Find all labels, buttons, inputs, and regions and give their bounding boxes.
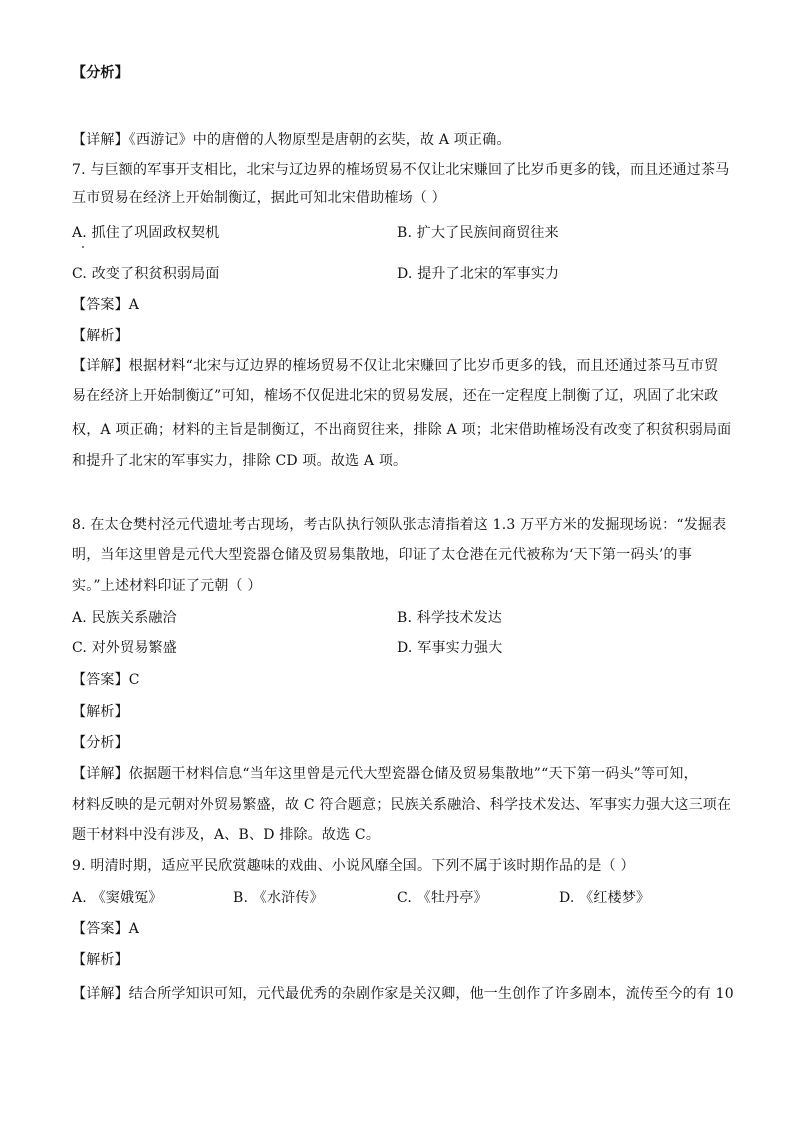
q9-option-d: D. 《红楼梦》 <box>559 890 651 906</box>
q8-option-d: D. 军事实力强大 <box>397 640 503 656</box>
q9-answer: 【答案】A <box>72 921 140 937</box>
q8-option-c: C. 对外贸易繁盛 <box>72 640 177 656</box>
stray-dot-mark <box>82 246 84 248</box>
q9-stem: 9. 明清时期，适应平民欣赏趣味的戏曲、小说风靡全国。下列不属于该时期作品的是（ ） <box>72 858 635 874</box>
q7-stem-line-1: 7. 与巨额的军事开支相比，北宋与辽边界的榷场贸易不仅让北宋赚回了比岁币更多的钱，而且还通过茶马 <box>72 162 730 178</box>
q7-option-b: B. 扩大了民族间商贸往来 <box>397 225 559 241</box>
q7-detail-line-4: 和提升了北宋的军事实力，排除 CD 项。故选 A 项。 <box>72 453 408 469</box>
q9-explanation-label: 【解析】 <box>72 952 129 968</box>
q7-explanation-label: 【解析】 <box>72 328 129 344</box>
q8-stem-line-3: 实。”上述材料印证了元朝（ ） <box>72 578 262 594</box>
q7-detail-line-2: 易在经济上开始制衡辽”可知，榷场不仅促进北宋的贸易发展，还在一定程度上制衡了辽，巩固了北宋政 <box>72 388 719 404</box>
q8-detail-line-2: 材料反映的是元朝对外贸易繁盛，故 C 符合题意；民族关系融洽、科学技术发达、军事实力强大这三项在 <box>72 797 732 813</box>
q8-answer: 【答案】C <box>72 672 140 688</box>
q7-option-d: D. 提升了北宋的军事实力 <box>397 266 560 282</box>
q7-detail-line-1: 【详解】根据材料“北宋与辽边界的榷场贸易不仅让北宋赚回了比岁币更多的钱，而且还通过茶马互市贸 <box>72 358 719 374</box>
q6-analysis-label: 【分析】 <box>72 65 129 81</box>
q8-stem-line-2: 明，当年这里曾是元代大型瓷器仓储及贸易集散地，印证了太仓港在元代被称为‘天下第一码头’的事 <box>72 547 692 563</box>
q9-option-b: B. 《水浒传》 <box>233 890 324 906</box>
q7-option-a: A. 抓住了巩固政权契机 <box>72 225 220 241</box>
q9-option-c: C. 《牡丹亭》 <box>397 890 488 906</box>
q8-detail-line-1: 【详解】依据题干材料信息“当年这里曾是元代大型瓷器仓储及贸易集散地”“天下第一码头”等可知， <box>72 766 698 782</box>
q8-option-a: A. 民族关系融洽 <box>72 610 177 626</box>
q7-detail-line-3: 权，A 项正确；材料的主旨是制衡辽，不出商贸往来，排除 A 项；北宋借助榷场没有改变了积贫积弱局面 <box>72 422 732 438</box>
q9-option-a: A. 《窦娥冤》 <box>72 890 163 906</box>
q7-answer: 【答案】A <box>72 297 140 313</box>
q6-detail: 【详解】《西游记》中的唐僧的人物原型是唐朝的玄奘，故 A 项正确。 <box>72 132 511 148</box>
q8-detail-line-3: 题干材料中没有涉及，A、B、D 排除。故选 C。 <box>72 827 381 843</box>
q7-option-c: C. 改变了积贫积弱局面 <box>72 266 220 282</box>
q8-analysis-label: 【分析】 <box>72 735 129 751</box>
q8-option-b: B. 科学技术发达 <box>397 610 502 626</box>
q8-stem-line-1: 8. 在太仓樊村泾元代遗址考古现场，考古队执行领队张志清指着这 1.3 万平方米的发掘现场说：“发掘表 <box>72 517 727 533</box>
q9-detail-line-1: 【详解】结合所学知识可知，元代最优秀的杂剧作家是关汉卿，他一生创作了许多剧本，流传至今的有 10 <box>72 986 734 1002</box>
q7-stem-line-2: 互市贸易在经济上开始制衡辽，据此可知北宋借助榷场（ ） <box>72 190 446 206</box>
q8-explanation-label: 【解析】 <box>72 704 129 720</box>
